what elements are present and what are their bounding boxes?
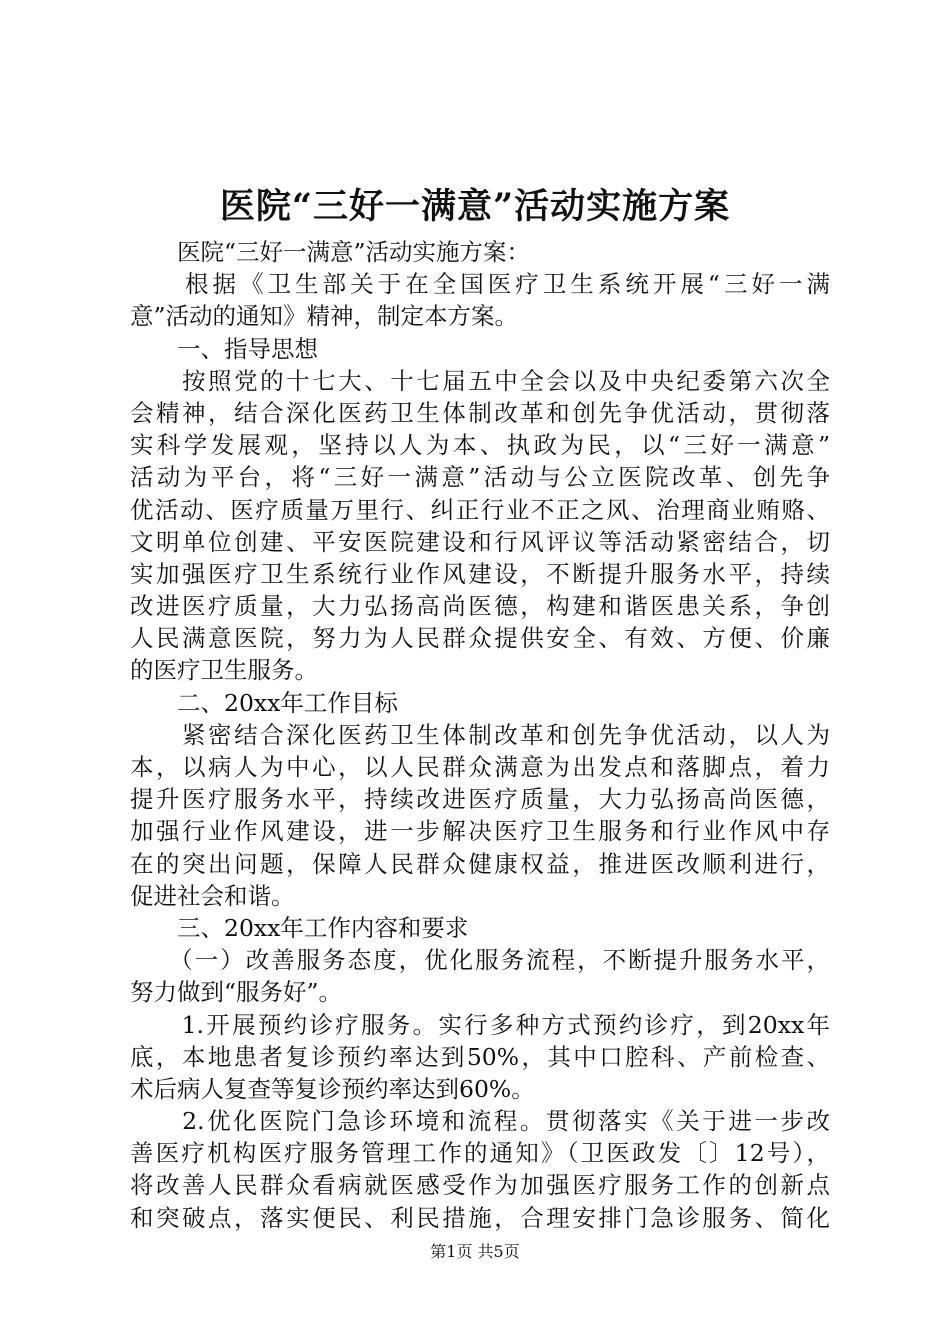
body-line: 二、20xx年工作目标 xyxy=(130,688,398,717)
body-line: （一）改善服务态度，优化服务流程，不断提升服务水平， xyxy=(130,946,830,975)
body-line: 意”活动的通知》精神，制定本方案。 xyxy=(130,302,519,331)
body-line: 紧密结合深化医药卫生体制改革和创先争优活动，以人为 xyxy=(130,720,830,749)
body-line: 将改善人民群众看病就医感受作为加强医疗服务工作的创新点 xyxy=(130,1171,830,1200)
document-title: 医院“三好一满意”活动实施方案 xyxy=(219,186,731,227)
body-line: 一、指导思想 xyxy=(130,334,318,363)
body-line: 实科学发展观，坚持以人为本、执政为民，以“三好一满意” xyxy=(130,431,830,460)
body-line: 底，本地患者复诊预约率达到50%，其中口腔科、产前检查、 xyxy=(130,1042,830,1071)
body-line: 医院“三好一满意”活动实施方案： xyxy=(130,238,531,266)
body-line: 人民满意医院，努力为人民群众提供安全、有效、方便、价廉 xyxy=(130,624,830,653)
body-line: 提升医疗服务水平，持续改进医疗质量，大力弘扬高尚医德， xyxy=(130,785,830,814)
body-line: 会精神，结合深化医药卫生体制改革和创先争优活动，贯彻落 xyxy=(130,398,830,427)
body-line: 促进社会和谐。 xyxy=(130,881,295,910)
body-line: 实加强医疗卫生系统行业作风建设，不断提升服务水平，持续 xyxy=(130,559,830,588)
body-line: 三、20xx年工作内容和要求 xyxy=(130,913,469,942)
body-line: 文明单位创建、平安医院建设和行风评议等活动紧密结合，切 xyxy=(130,527,830,556)
body-line: 活动为平台，将“三好一满意”活动与公立医院改革、创先争 xyxy=(130,463,830,492)
body-line: 按照党的十七大、十七届五中全会以及中央纪委第六次全 xyxy=(130,366,830,395)
body-line: 的医疗卫生服务。 xyxy=(130,656,318,685)
body-line: 1.开展预约诊疗服务。实行多种方式预约诊疗，到20xx年 xyxy=(130,1010,830,1039)
page-footer: 第1页 共5页 xyxy=(430,1242,520,1261)
body-line: 优活动、医疗质量万里行、纠正行业不正之风、治理商业贿赂、 xyxy=(130,495,830,524)
body-line: 加强行业作风建设，进一步解决医疗卫生服务和行业作风中存 xyxy=(130,817,830,846)
body-line: 在的突出问题，保障人民群众健康权益，推进医改顺利进行， xyxy=(130,849,830,878)
body-line: 善医疗机构医疗服务管理工作的通知》（卫医政发〔〕12号）， xyxy=(130,1139,830,1168)
body-line: 术后病人复查等复诊预约率达到60%。 xyxy=(130,1074,535,1103)
body-line: 努力做到“服务好”。 xyxy=(130,978,343,1007)
body-line: 和突破点，落实便民、利民措施，合理安排门急诊服务、简化 xyxy=(130,1203,830,1232)
body-line: 改进医疗质量，大力弘扬高尚医德，构建和谐医患关系，争创 xyxy=(130,592,830,621)
body-line: 根据《卫生部关于在全国医疗卫生系统开展“三好一满 xyxy=(130,270,830,299)
document-body xyxy=(130,236,830,1234)
body-line: 2.优化医院门急诊环境和流程。贯彻落实《关于进一步改 xyxy=(130,1107,830,1136)
body-line: 本，以病人为中心，以人民群众满意为出发点和落脚点，着力 xyxy=(130,753,830,781)
